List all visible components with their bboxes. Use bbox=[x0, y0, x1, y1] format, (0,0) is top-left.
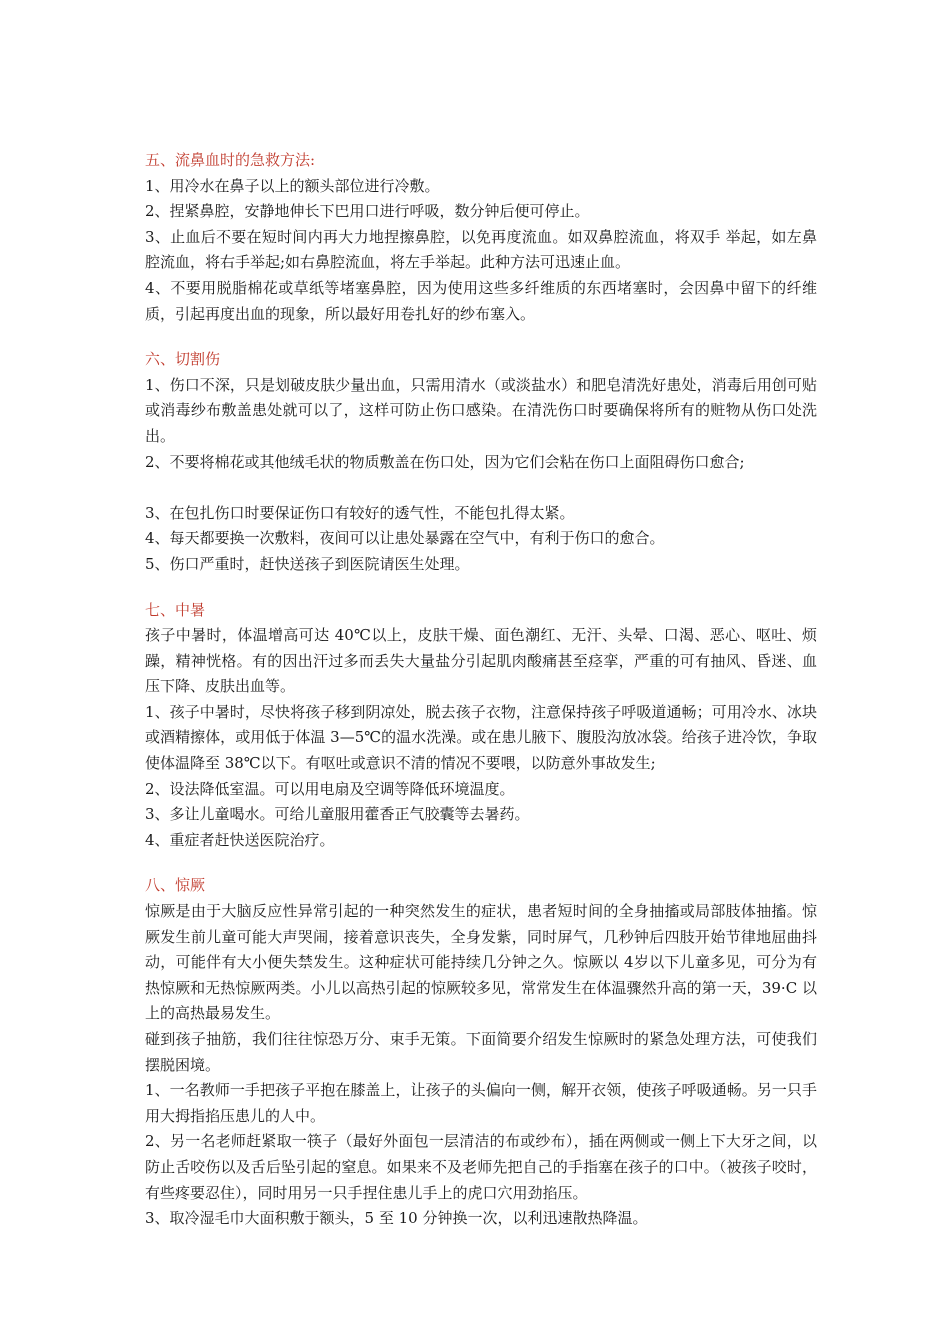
section-cuts bbox=[145, 347, 817, 577]
paragraph: 2、另一名老师赶紧取一筷子（最好外面包一层清洁的布或纱布），插在两侧或一侧上下大牙之间，以防止舌咬伤以及舌后坠引起的窒息。如果来不及老师先把自己的手指塞在孩子的口中。（被孩子咬时，有些疼要忍住），同时用另一只手捏住患儿手上的虎口穴用劲掐压。 bbox=[145, 1132, 817, 1202]
section-heading: 八、惊厥 bbox=[145, 876, 206, 895]
section-heading: 七、中暑 bbox=[145, 600, 206, 619]
paragraph: 4、不要用脱脂棉花或草纸等堵塞鼻腔，因为使用这些多纤维质的东西堵塞时，会因鼻中留下的纤维质，引起再度出血的现象，所以最好用卷扎好的纱布塞入。 bbox=[145, 278, 817, 323]
paragraph: 2、捏紧鼻腔，安静地伸长下巴用口进行呼吸，数分钟后便可停止。 bbox=[145, 202, 590, 221]
section-heading: 六、切割伤 bbox=[145, 350, 221, 369]
blank-line bbox=[145, 475, 817, 501]
section-nosebleed bbox=[145, 148, 817, 327]
paragraph: 3、取冷湿毛巾大面积敷于额头，5 至 10 分钟换一次，以利迅速散热降温。 bbox=[145, 1209, 648, 1228]
paragraph: 孩子中暑时，体温增高可达 40℃以上，皮肤干燥、面色潮红、无汗、头晕、口渴、恶心、呕吐、烦躁，精神恍格。有的因出汗过多而丢失大量盐分引起肌肉酸痛甚至痉挛，严重的可有抽风、昏迷、血压下降、皮肤出血等。 bbox=[145, 626, 817, 696]
paragraph: 1、一名教师一手把孩子平抱在膝盖上，让孩子的头偏向一侧，解开衣领，使孩子呼吸通畅。另一只手用大拇指掐压患儿的人中。 bbox=[145, 1081, 817, 1125]
paragraph: 惊厥是由于大脑反应性异常引起的一种突然发生的症状，患者短时间的全身抽搐或局部肢体抽搐。惊厥发生前儿童可能大声哭闹，接着意识丧失，全身发紫，同时屏气，几秒钟后四肢开始节律地屈曲抖动，可能伴有大小便失禁发生。这种症状可能持续几分钟之久。惊厥以 4岁以下儿童多见，可分为有热惊厥和无热惊厥两类。小儿以高热引起的惊厥较多见，常常发生在体温骤然升高的第一天，39·C 以上的高热最易发生。 bbox=[145, 902, 817, 1023]
section-convulsion bbox=[145, 873, 817, 1231]
paragraph: 5、伤口严重时，赶快送孩子到医院请医生处理。 bbox=[145, 554, 470, 573]
paragraph: 3、在包扎伤口时要保证伤口有较好的透气性，不能包扎得太紧。 bbox=[145, 503, 575, 522]
paragraph: 4、每天都要换一次敷料，夜间可以让患处暴露在空气中，有利于伤口的愈合。 bbox=[145, 529, 665, 548]
paragraph: 3、止血后不要在短时间内再大力地捏擦鼻腔，以免再度流血。如双鼻腔流血，将双手 举起，如左鼻腔流血，将右手举起;如右鼻腔流血，将左手举起。此种方法可迅速止血。 bbox=[145, 227, 817, 272]
section-heading: 五、流鼻血时的急救方法: bbox=[145, 151, 316, 169]
paragraph: 1、伤口不深，只是划破皮肤少量出血，只需用清水（或淡盐水）和肥皂清洗好患处，消毒后用创可贴或消毒纱布敷盖患处就可以了，这样可防止伤口感染。在清洗伤口时要确保将所有的赃物从伤口处洗出。 bbox=[145, 375, 817, 445]
paragraph: 2、设法降低室温。可以用电扇及空调等降低环境温度。 bbox=[145, 779, 515, 798]
document-page bbox=[145, 148, 817, 1232]
paragraph: 4、重症者赶快送医院治疗。 bbox=[145, 830, 335, 849]
paragraph: 2、不要将棉花或其他绒毛状的物质敷盖在伤口处，因为它们会粘在伤口上面阻碍伤口愈合; bbox=[145, 452, 745, 471]
paragraph: 3、多让儿童喝水。可给儿童服用藿香正气胶囊等去暑药。 bbox=[145, 805, 530, 824]
paragraph: 1、用冷水在鼻子以上的额头部位进行冷敷。 bbox=[145, 176, 440, 195]
section-heatstroke bbox=[145, 598, 817, 854]
paragraph: 碰到孩子抽筋，我们往往惊恐万分、束手无策。下面简要介绍发生惊厥时的紧急处理方法，可使我们摆脱困境。 bbox=[145, 1030, 817, 1074]
paragraph: 1、孩子中暑时，尽快将孩子移到阴凉处，脱去孩子衣物，注意保持孩子呼吸道通畅；可用冷水、冰块或酒精擦体，或用低于体温 3—5℃的温水洗澡。或在患儿腋下、腹股沟放冰袋。给孩子进冷饮，争取使体温降至 38℃以下。有呕吐或意识不清的情况不要喂，以防意外事故发生; bbox=[145, 702, 817, 773]
